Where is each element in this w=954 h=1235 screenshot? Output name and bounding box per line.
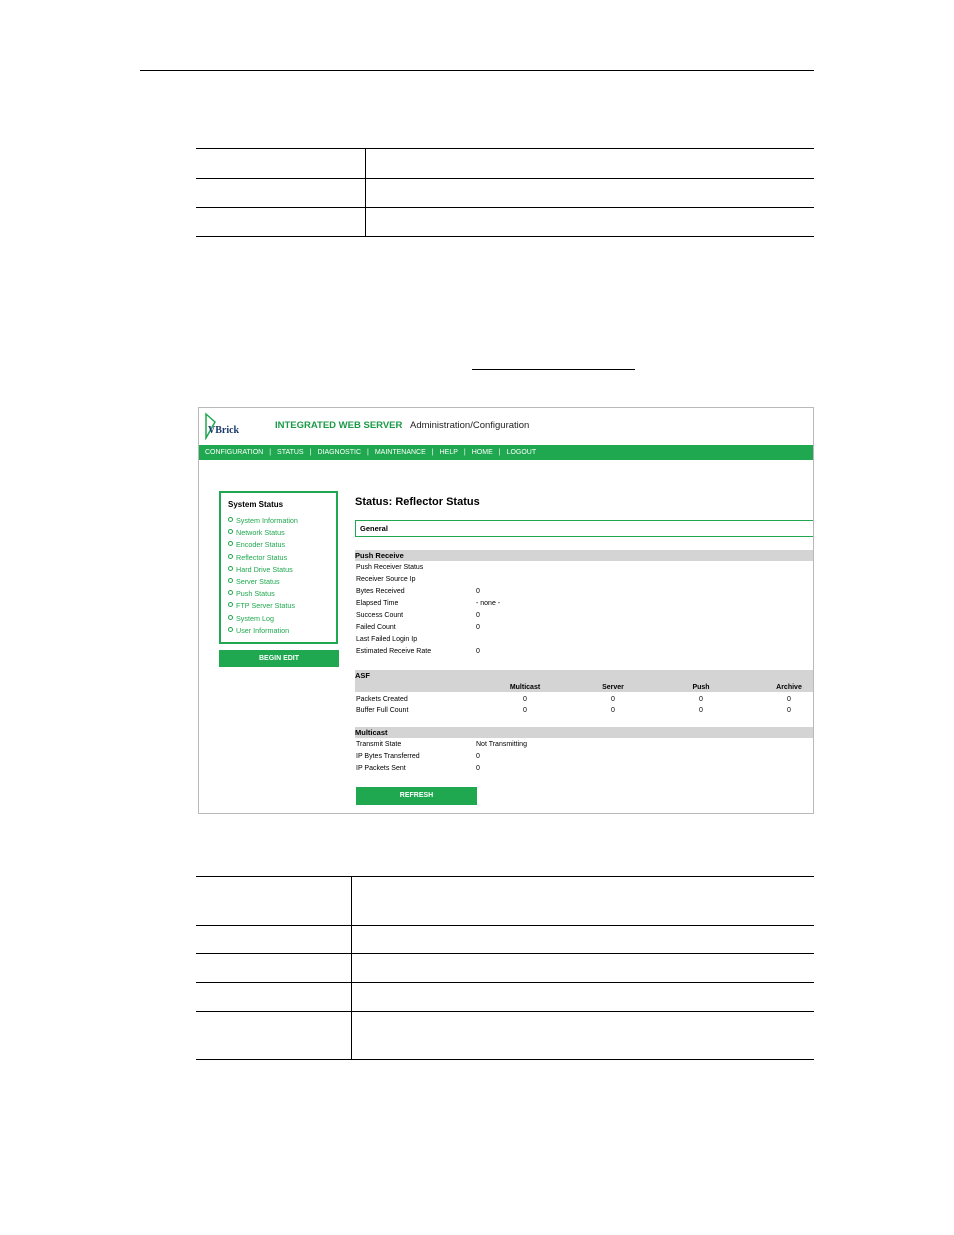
system-status-panel	[219, 491, 338, 644]
upper-table-rule	[196, 236, 814, 237]
lower-table-divider	[351, 876, 352, 1059]
buffer-full-count-multicast: 0	[523, 707, 527, 714]
nav-separator: |	[367, 449, 369, 456]
nav-separator: |	[431, 449, 434, 456]
sidebar-item-user-information[interactable]	[228, 625, 298, 637]
nav-status[interactable]: STATUS	[277, 449, 304, 456]
hyperlink-underline[interactable]	[472, 369, 635, 370]
bullet-icon	[228, 578, 233, 583]
bullet-icon	[228, 517, 233, 522]
sidebar-item-encoder-status[interactable]	[228, 539, 298, 551]
push-receiver-status-label: Push Receiver Status	[356, 564, 424, 571]
nav-separator: |	[269, 449, 272, 456]
top-nav	[199, 445, 813, 460]
lower-table-rule	[196, 876, 814, 877]
ip-packets-sent-label: IP Packets Sent	[356, 765, 406, 772]
logo-text: VBrick	[208, 425, 239, 436]
sidebar-item-label: System Log	[236, 613, 274, 623]
bullet-icon	[228, 529, 233, 534]
success-count-value: 0	[476, 612, 480, 619]
sidebar-item-label: Server Status	[236, 576, 280, 586]
bullet-icon	[228, 602, 233, 607]
estimated-receive-rate-value: 0	[476, 648, 480, 655]
page-title: Status: Reflector Status	[355, 496, 480, 508]
receiver-source-ip-label: Receiver Source Ip	[356, 576, 416, 583]
buffer-full-count-server: 0	[611, 707, 615, 714]
upper-table-rule	[196, 178, 814, 179]
web-server-screenshot	[198, 407, 814, 814]
asf-col-multicast: Multicast	[509, 684, 541, 691]
nav-home[interactable]: HOME	[471, 449, 493, 456]
lower-table-rule	[196, 1011, 814, 1012]
lower-table-rule	[196, 953, 814, 954]
nav-logout[interactable]: LOGOUT	[506, 449, 537, 456]
nav-separator: |	[463, 449, 466, 456]
bullet-icon	[228, 590, 233, 595]
sidebar-item-push-status[interactable]	[228, 588, 298, 600]
general-tab[interactable]: General	[355, 520, 814, 537]
packets-created-multicast: 0	[523, 696, 527, 703]
elapsed-time-value: - none -	[476, 600, 501, 607]
nav-maintenance[interactable]: MAINTENANCE	[374, 449, 426, 456]
nav-configuration[interactable]: CONFIGURATION	[205, 449, 264, 456]
nav-help[interactable]: HELP	[439, 449, 458, 456]
asf-col-push: Push	[692, 684, 710, 691]
ip-packets-sent-value: 0	[476, 765, 480, 772]
buffer-full-count-push: 0	[699, 707, 703, 714]
sidebar-item-label: Reflector Status	[236, 552, 288, 562]
sidebar-item-system-log[interactable]	[228, 613, 298, 625]
refresh-button[interactable]: REFRESH	[356, 787, 477, 805]
asf-heading: ASF	[355, 671, 370, 680]
ip-bytes-transferred-label: IP Bytes Transferred	[356, 753, 420, 760]
asf-col-server: Server	[602, 684, 624, 691]
app-title: INTEGRATED WEB SERVER	[275, 420, 403, 431]
buffer-full-count-label: Buffer Full Count	[356, 707, 409, 714]
sidebar-item-label: User Information	[236, 625, 290, 635]
begin-edit-button[interactable]: BEGIN EDIT	[219, 650, 339, 667]
lower-table-rule	[196, 925, 814, 926]
failed-count-label: Failed Count	[356, 624, 396, 631]
bytes-received-label: Bytes Received	[356, 588, 405, 595]
app-subtitle: Administration/Configuration	[410, 420, 530, 431]
packets-created-label: Packets Created	[356, 696, 408, 703]
elapsed-time-label: Elapsed Time	[356, 600, 399, 607]
packets-created-push: 0	[699, 696, 703, 703]
sidebar-item-server-status[interactable]	[228, 576, 298, 588]
success-count-label: Success Count	[356, 612, 404, 619]
nav-separator: |	[498, 449, 501, 456]
sidebar-item-system-information[interactable]	[228, 515, 298, 527]
buffer-full-count-archive: 0	[787, 707, 791, 714]
sidebar-item-label: Network Status	[236, 528, 285, 538]
packets-created-server: 0	[611, 696, 615, 703]
bullet-icon	[228, 541, 233, 546]
upper-table-rule	[196, 207, 814, 208]
vbrick-logo	[205, 412, 239, 440]
sidebar-item-label: System Information	[236, 516, 298, 525]
transmit-state-label: Transmit State	[356, 741, 402, 748]
last-failed-login-ip-label: Last Failed Login Ip	[356, 636, 418, 643]
lower-table-rule	[196, 982, 814, 983]
bullet-icon	[228, 627, 233, 632]
nav-separator: |	[309, 449, 312, 456]
upper-table-rule	[196, 148, 814, 149]
sidebar-item-label: Hard Drive Status	[236, 564, 293, 574]
sidebar-item-ftp-server-status[interactable]	[228, 600, 298, 612]
sidebar-item-label: Push Status	[236, 589, 275, 599]
upper-table-divider	[365, 148, 366, 236]
bullet-icon	[228, 566, 233, 571]
lower-table-rule	[196, 1059, 814, 1060]
sidebar-list	[228, 515, 298, 637]
nav-diagnostic[interactable]: DIAGNOSTIC	[317, 449, 361, 456]
sidebar-item-label: FTP Server Status	[236, 601, 295, 611]
failed-count-value: 0	[476, 624, 480, 631]
sidebar-title: System Status	[228, 500, 284, 509]
sidebar-item-network-status[interactable]	[228, 527, 298, 539]
bullet-icon	[228, 554, 233, 559]
sidebar-item-hard-drive-status[interactable]	[228, 564, 298, 576]
page-top-rule	[140, 70, 814, 71]
sidebar-item-reflector-status[interactable]	[228, 552, 298, 564]
transmit-state-value: Not Transmitting	[476, 741, 527, 748]
push-receive-heading: Push Receive	[355, 550, 813, 561]
ip-bytes-transferred-value: 0	[476, 753, 480, 760]
packets-created-archive: 0	[787, 696, 791, 703]
bullet-icon	[228, 615, 233, 620]
sidebar-item-label: Encoder Status	[236, 540, 286, 550]
bytes-received-value: 0	[476, 588, 480, 595]
multicast-heading: Multicast	[355, 727, 813, 738]
asf-col-archive: Archive	[776, 684, 802, 691]
estimated-receive-rate-label: Estimated Receive Rate	[356, 648, 432, 655]
